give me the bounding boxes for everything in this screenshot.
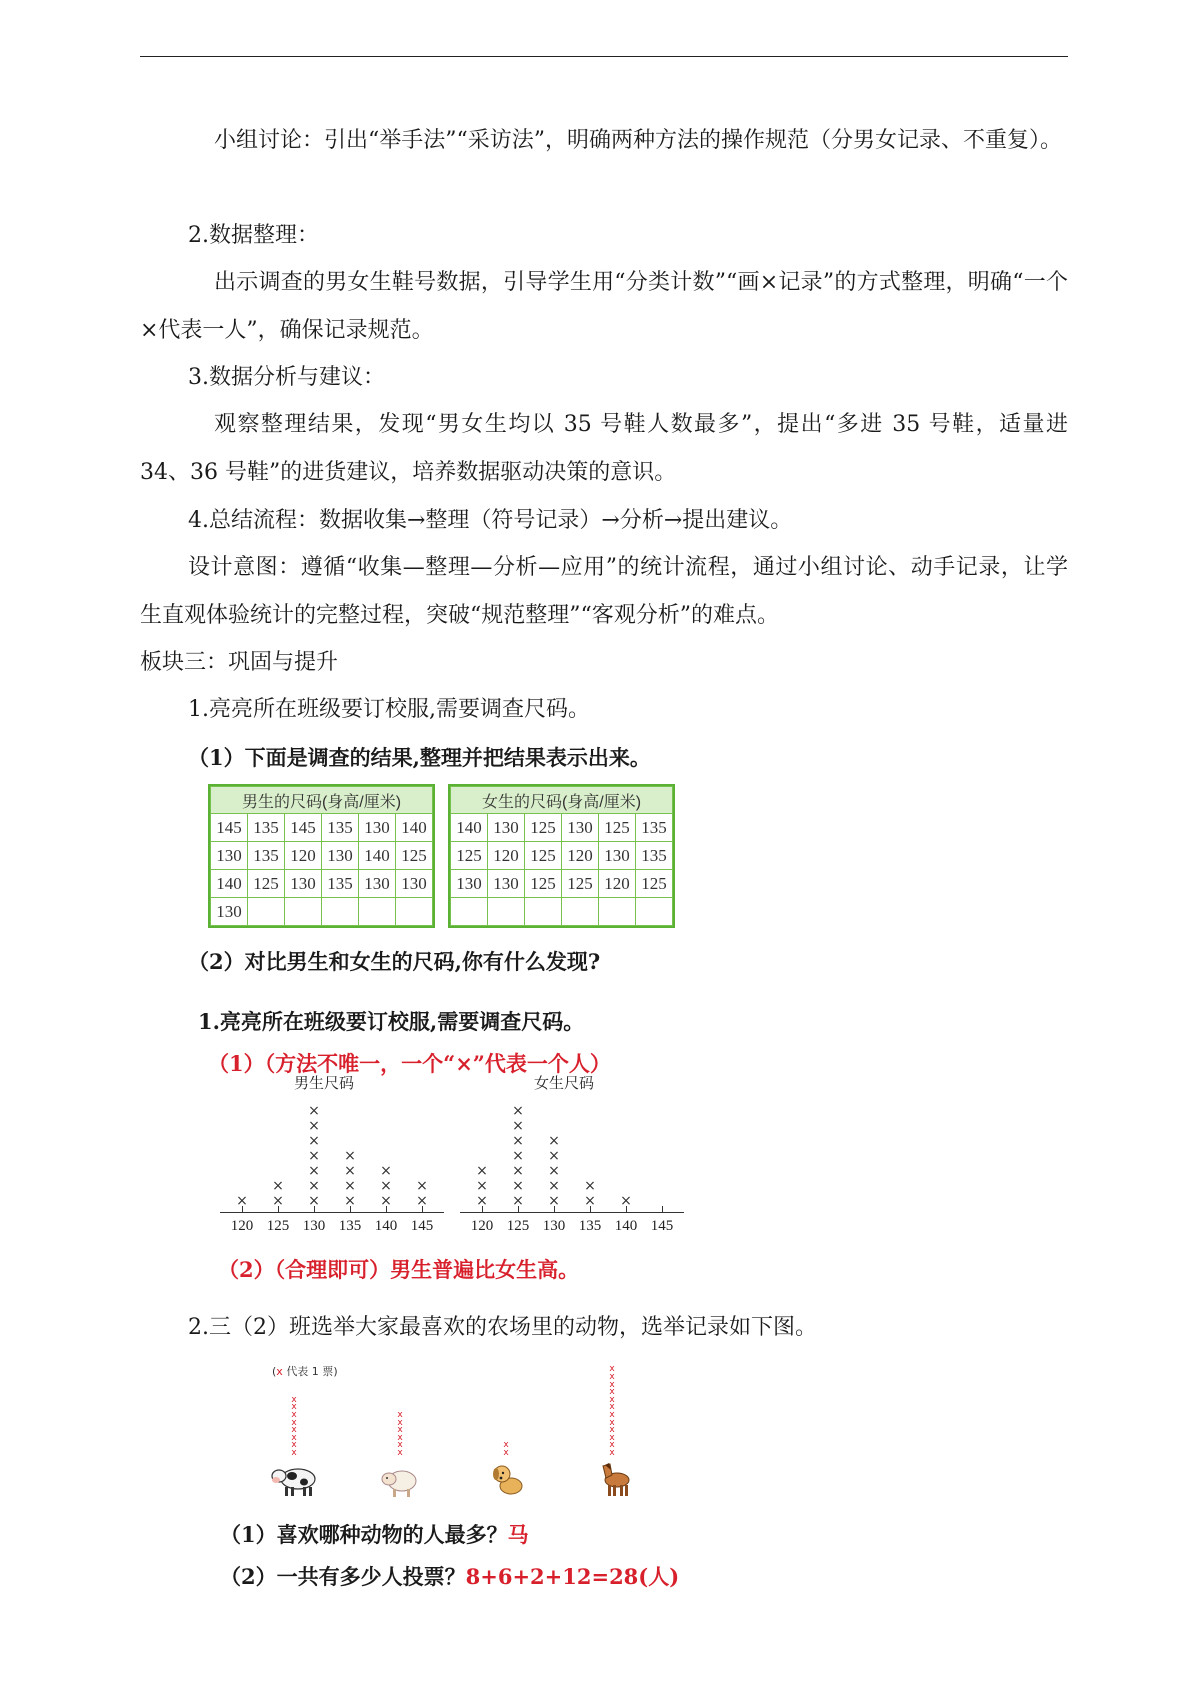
chart-tick-label: 125 xyxy=(266,1218,290,1234)
chart-mark: × xyxy=(512,1118,524,1134)
girls-table-cell: 125 xyxy=(636,870,673,898)
girls-table-cell: 120 xyxy=(488,842,525,870)
vote-mark: x xyxy=(397,1448,403,1458)
heading-data-analysis: 3.数据分析与建议： xyxy=(188,365,385,390)
chart-title: 男生尺码 xyxy=(294,1075,355,1092)
paragraph-design-intent: 设计意图：遵循“收集—整理—分析—应用”的统计流程，通过小组讨论、动手记录，让学生直观体验统计的完整过程，突破“规范整理”“客观分析”的难点。 xyxy=(140,555,1068,628)
chart-tick-label: 130 xyxy=(542,1218,566,1234)
chart-tick-label: 135 xyxy=(338,1218,362,1234)
vote-mark: x xyxy=(291,1425,297,1436)
vote-mark: x xyxy=(609,1432,615,1443)
chart-mark: × xyxy=(476,1178,488,1194)
vote-mark: x xyxy=(397,1425,403,1436)
dog-icon xyxy=(490,1462,526,1498)
boys-table-cell: 130 xyxy=(211,898,248,926)
paragraph-summary-flow: 4.总结流程：数据收集→整理（符号记录）→分析→提出建议。 xyxy=(188,508,793,533)
chart-mark: × xyxy=(512,1163,524,1179)
vote-mark: x xyxy=(609,1440,615,1451)
exercise2-question1-text: （1）喜欢哪种动物的人最多？ xyxy=(220,1522,508,1547)
boys-table-cell: 130 xyxy=(322,842,359,870)
answer1-title: 1.亮亮所在班级要订校服,需要调查尺码。 xyxy=(198,1009,585,1034)
boys-table-cell: 130 xyxy=(359,814,396,842)
vote-mark: x xyxy=(609,1402,615,1413)
exercise1-stem: 1.亮亮所在班级要订校服,需要调查尺码。 xyxy=(188,697,590,722)
chart-mark: × xyxy=(512,1133,524,1149)
answer1-part1: （1）（方法不唯一，一个“×”代表一个人） xyxy=(208,1051,611,1076)
boys-table-cell: 125 xyxy=(396,842,433,870)
paragraph-group-discussion: 小组讨论：引出“举手法”“采访法”，明确两种方法的操作规范（分男女记录、不重复）。 xyxy=(214,128,1062,153)
chart-mark: × xyxy=(548,1133,560,1149)
chart-mark: × xyxy=(620,1193,632,1209)
chart-mark: × xyxy=(512,1103,524,1119)
vote-mark: x xyxy=(503,1448,509,1458)
vote-mark: x xyxy=(291,1394,297,1405)
chart-mark: × xyxy=(344,1193,356,1209)
chart-tick-label: 135 xyxy=(578,1218,602,1234)
girls-table-cell: 135 xyxy=(636,842,673,870)
girls-table-cell: 130 xyxy=(599,842,636,870)
girls-table-cell: 125 xyxy=(525,842,562,870)
chart-mark: × xyxy=(584,1193,596,1209)
chart-mark: × xyxy=(308,1133,320,1149)
vote-mark: x xyxy=(291,1448,297,1458)
boys-table-cell: 135 xyxy=(322,870,359,898)
chart-title: 女生尺码 xyxy=(534,1075,595,1092)
boys-table-cell: 125 xyxy=(248,870,285,898)
vote-mark: x xyxy=(609,1387,615,1398)
girls-table-cell: 130 xyxy=(451,870,488,898)
exercise2-answer2: 8+6+2+12=28(人) xyxy=(465,1564,680,1589)
horse-icon xyxy=(597,1460,635,1498)
cow-icon xyxy=(270,1462,320,1498)
exercise2-question2 xyxy=(220,1557,1060,1597)
girls-table-cell: 120 xyxy=(599,870,636,898)
chart-mark: × xyxy=(476,1193,488,1209)
chart-mark: × xyxy=(308,1178,320,1194)
chart-mark: × xyxy=(416,1178,428,1194)
chart-tick-label: 140 xyxy=(374,1218,398,1234)
chart-tick-label: 125 xyxy=(506,1218,530,1234)
chart-mark: × xyxy=(548,1193,560,1209)
chart-tick-label: 120 xyxy=(230,1218,254,1234)
exercise2-answer1: 马 xyxy=(507,1522,529,1547)
chart-mark: × xyxy=(380,1178,392,1194)
exercise1-question2: （2）对比男生和女生的尺码,你有什么发现? xyxy=(188,949,601,974)
boys-table-cell: 120 xyxy=(285,842,322,870)
boys-table-cell: 130 xyxy=(211,842,248,870)
vote-mark: x xyxy=(291,1410,297,1420)
chart-mark: × xyxy=(308,1193,320,1209)
girls-table-cell: 130 xyxy=(488,814,525,842)
boys-table-cell: 135 xyxy=(248,842,285,870)
chart-mark: × xyxy=(308,1163,320,1179)
boys-table-cell: 145 xyxy=(211,814,248,842)
answer1-part2: （2）（合理即可）男生普遍比女生高。 xyxy=(218,1257,580,1282)
paragraph-data-analysis: 观察整理结果，发现“男女生均以 35 号鞋人数最多”，提出“多进 35 号鞋，适量进 34、36 号鞋”的进货建议，培养数据驱动决策的意识。 xyxy=(140,412,1068,485)
boys-table-cell: 140 xyxy=(396,814,433,842)
chart-mark: × xyxy=(308,1118,320,1134)
vote-mark: x xyxy=(291,1440,297,1451)
chart-mark: × xyxy=(344,1148,356,1164)
boys-table-cell: 135 xyxy=(248,814,285,842)
boys-table-cell: 145 xyxy=(285,814,322,842)
sheep-icon xyxy=(380,1466,420,1498)
chart-mark: × xyxy=(416,1193,428,1209)
chart-mark: × xyxy=(512,1193,524,1209)
heading-data-organize: 2.数据整理： xyxy=(188,223,319,248)
chart-mark: × xyxy=(344,1163,356,1179)
chart-mark: × xyxy=(548,1178,560,1194)
boys-table-cell: 135 xyxy=(322,814,359,842)
vote-legend-mark: x xyxy=(276,1365,283,1378)
boys-table-cell: 130 xyxy=(285,870,322,898)
boys-table-cell: 140 xyxy=(359,842,396,870)
vote-mark: x xyxy=(609,1410,615,1420)
chart-mark: × xyxy=(272,1193,284,1209)
chart-tick-label: 120 xyxy=(470,1218,494,1234)
vote-mark: x xyxy=(503,1440,509,1451)
girls-table-cell: 125 xyxy=(562,870,599,898)
girls-table-cell: 120 xyxy=(562,842,599,870)
chart-mark: × xyxy=(272,1178,284,1194)
chart-mark: × xyxy=(308,1103,320,1119)
boys-table-cell: 130 xyxy=(396,870,433,898)
vote-mark: x xyxy=(609,1394,615,1405)
vote-mark: x xyxy=(397,1410,403,1420)
girls-table-cell: 140 xyxy=(451,814,488,842)
section-heading-block3: 板块三：巩固与提升 xyxy=(140,650,339,675)
exercise2-question1 xyxy=(220,1515,1060,1555)
vote-mark: x xyxy=(397,1417,403,1428)
vote-mark: x xyxy=(397,1440,403,1451)
vote-mark: x xyxy=(609,1425,615,1436)
vote-mark: x xyxy=(609,1379,615,1390)
chart-mark: × xyxy=(512,1178,524,1194)
chart-mark: × xyxy=(548,1148,560,1164)
girls-table-header: 女生的尺码(身高/厘米) xyxy=(451,787,673,814)
vote-mark: x xyxy=(397,1432,403,1443)
girls-table-cell: 125 xyxy=(451,842,488,870)
chart-tick-label: 145 xyxy=(410,1218,434,1234)
vote-mark: x xyxy=(609,1417,615,1428)
vote-mark: x xyxy=(609,1364,615,1375)
girls-table-cell: 130 xyxy=(562,814,599,842)
chart-tick-label: 145 xyxy=(650,1218,674,1234)
chart-mark: × xyxy=(476,1163,488,1179)
chart-tick-label: 140 xyxy=(614,1218,638,1234)
chart-mark: × xyxy=(236,1193,248,1209)
vote-mark: x xyxy=(291,1417,297,1428)
exercise1-question1: （1）下面是调查的结果,整理并把结果表示出来。 xyxy=(188,745,651,770)
exercise2-stem: 2.三（2）班选举大家最喜欢的农场里的动物，选举记录如下图。 xyxy=(188,1315,817,1340)
boys-table-cell: 130 xyxy=(359,870,396,898)
chart-mark: × xyxy=(308,1148,320,1164)
chart-mark: × xyxy=(548,1163,560,1179)
chart-mark: × xyxy=(584,1178,596,1194)
chart-mark: × xyxy=(512,1148,524,1164)
vote-legend-text: 代表 1 票 xyxy=(286,1365,334,1378)
vote-mark: x xyxy=(609,1448,615,1458)
chart-mark: × xyxy=(380,1193,392,1209)
boys-table-header: 男生的尺码(身高/厘米) xyxy=(211,787,433,814)
vote-mark: x xyxy=(291,1432,297,1443)
chart-mark: × xyxy=(380,1163,392,1179)
boys-table-cell: 140 xyxy=(211,870,248,898)
chart-mark: × xyxy=(344,1178,356,1194)
girls-table-cell: 125 xyxy=(525,814,562,842)
chart-tick-label: 130 xyxy=(302,1218,326,1234)
vote-mark: x xyxy=(291,1402,297,1413)
girls-table-cell: 125 xyxy=(599,814,636,842)
vote-legend: (x 代表 1 票) xyxy=(272,1365,338,1378)
girls-table-cell: 125 xyxy=(525,870,562,898)
paragraph-data-organize: 出示调查的男女生鞋号数据，引导学生用“分类计数”“画×记录”的方式整理，明确“一个×代表一人”，确保记录规范。 xyxy=(140,270,1068,343)
girls-table-cell: 135 xyxy=(636,814,673,842)
vote-mark: x xyxy=(609,1372,615,1382)
exercise2-question2-text: （2）一共有多少人投票？ xyxy=(220,1564,466,1589)
girls-table-cell: 130 xyxy=(488,870,525,898)
